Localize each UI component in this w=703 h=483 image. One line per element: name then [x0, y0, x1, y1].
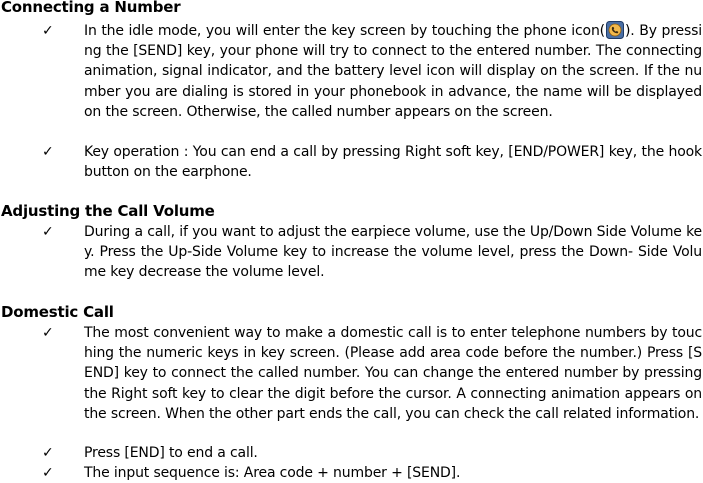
checkmark-icon: ✓ — [42, 465, 54, 481]
checkmark-icon: ✓ — [42, 144, 54, 160]
checkmark-icon: ✓ — [42, 445, 54, 461]
phone-icon — [606, 21, 624, 39]
section-heading-adjusting-the-call-volume: Adjusting the Call Volume — [1, 202, 215, 220]
list-item-text: Key operation : You can end a call by pressing Right soft key, [END/POWER] key, the hook button on the earphone. — [84, 144, 702, 181]
list-item-text-part: ). By pressing the [SEND] key, your phone will try to connect to the entered number. The connecting animation, signal indicator, and the battery level icon will display on the screen. If the number you are dialing is stored in your phonebook in advance, the name will be displayed on the screen. Otherwise, the called number appears on the screen. — [84, 23, 702, 120]
list-item-text-part: In the idle mode, you will enter the key screen by touching the phone icon( — [84, 23, 605, 39]
list-item-text — [84, 21, 702, 122]
checkmark-icon: ✓ — [42, 325, 54, 341]
section-heading-domestic-call: Domestic Call — [1, 303, 114, 321]
list-item-text: The input sequence is: Area code + number + [SEND]. — [84, 465, 461, 481]
checkmark-icon: ✓ — [42, 23, 54, 39]
list-item-text: The most convenient way to make a domestic call is to enter telephone numbers by touching the numeric keys in key screen. (Please add area code before the number.) Press [SEND] key to connect the called number. You can change the entered number by pressing the Right soft key to clear the digit before the cursor. A connecting animation appears on the screen. When the other part ends the call, you can check the call related information. — [84, 325, 702, 422]
section-heading-connecting-a-number: Connecting a Number — [1, 0, 181, 16]
list-item-text: During a call, if you want to adjust the earpiece volume, use the Up/Down Side Volume key. Press the Up-Side Volume key to increase the volume level, press the Down- Side Volume key decrease the volume level. — [84, 224, 702, 281]
checkmark-icon: ✓ — [42, 224, 54, 240]
list-item-text: Press [END] to end a call. — [84, 445, 258, 461]
